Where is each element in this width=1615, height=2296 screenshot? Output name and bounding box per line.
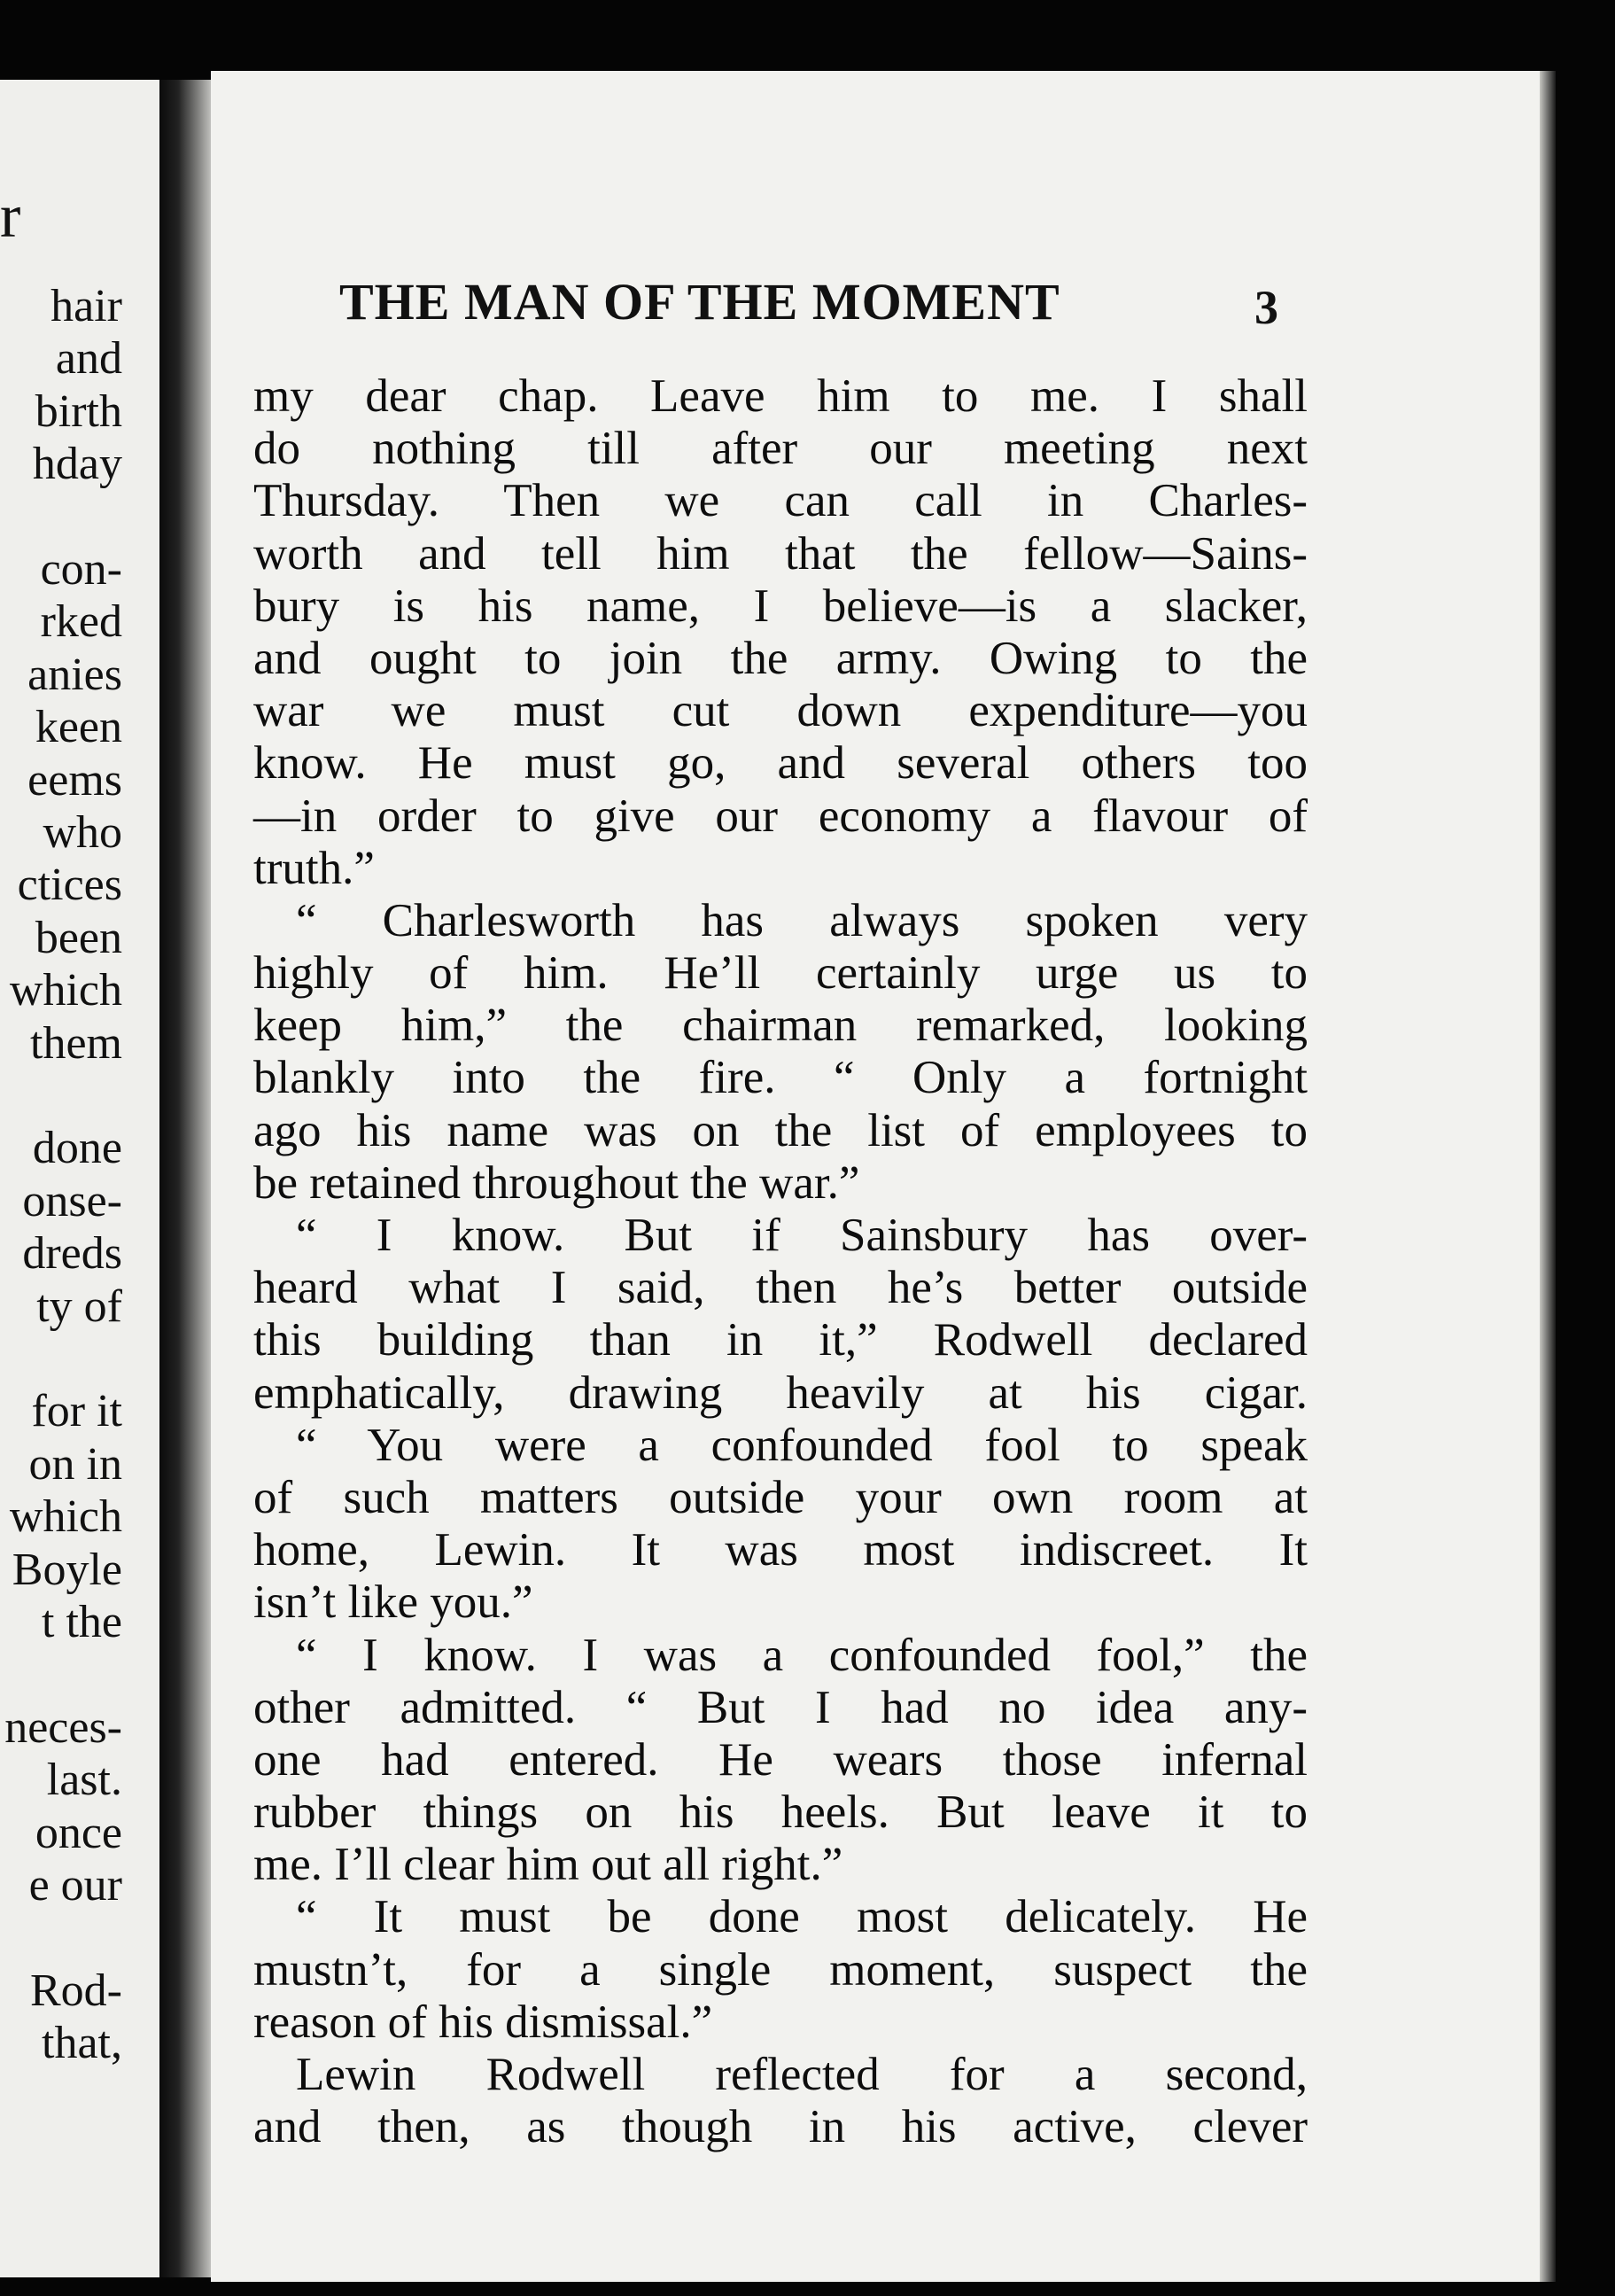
text-line: “ It must be done most delicately. He — [296, 1891, 1308, 1943]
text-line: isn’t like you.” — [253, 1576, 533, 1629]
text-line: “ You were a confounded fool to speak — [296, 1419, 1308, 1471]
previous-page-line: keen — [35, 702, 122, 753]
text-line: and ought to join the army. Owing to the — [253, 632, 1308, 684]
text-line: me. I’ll clear him out all right.” — [253, 1839, 843, 1891]
text-line: of such matters outside your own room at — [253, 1471, 1308, 1523]
text-line: and then, as though in his active, clever — [253, 2101, 1308, 2153]
previous-page-line: been — [35, 912, 122, 963]
page-edge-shadow — [1540, 71, 1556, 2282]
running-head-title: THE MAN OF THE MOMENT — [339, 273, 1060, 331]
previous-page-line: e our — [28, 1860, 122, 1911]
previous-page-line: that, — [42, 2018, 122, 2069]
previous-page-line: them — [30, 1017, 122, 1069]
previous-page-line: done — [32, 1123, 122, 1174]
text-line: my dear chap. Leave him to me. I shall — [253, 370, 1308, 422]
text-line: heard what I said, then he’s better outside — [253, 1262, 1308, 1314]
text-line: mustn’t, for a single moment, suspect the — [253, 1943, 1308, 1996]
previous-page-line: which — [9, 965, 122, 1016]
previous-page-line: and — [55, 333, 122, 385]
text-line: reason of his dismissal.” — [253, 1996, 713, 2048]
running-head — [211, 273, 1540, 339]
previous-page-line: on in — [28, 1438, 122, 1490]
text-line: —in order to give our economy a flavour of — [253, 790, 1308, 842]
text-line: do nothing till after our meeting next — [253, 423, 1308, 475]
previous-page-line: ctices — [17, 860, 122, 911]
previous-page-line: which — [9, 1491, 122, 1543]
previous-page-line: onse- — [22, 1175, 122, 1226]
text-line: keep him,” the chairman remarked, looking — [253, 1000, 1308, 1052]
previous-page-line: rked — [40, 596, 122, 648]
current-page — [211, 71, 1540, 2282]
previous-page-line: Rod- — [30, 1965, 122, 2016]
previous-page-line: dreds — [22, 1228, 122, 1280]
book-gutter-shadow — [159, 80, 213, 2277]
text-line: Thursday. Then we can call in Charles- — [253, 475, 1308, 527]
text-line: worth and tell him that the fellow—Sains- — [253, 527, 1308, 580]
text-line: this building than in it,” Rodwell declared — [253, 1314, 1308, 1366]
text-line: ago his name was on the list of employees to — [253, 1104, 1308, 1156]
text-line: home, Lewin. It was most indiscreet. It — [253, 1524, 1308, 1576]
previous-page-line: anies — [27, 649, 122, 700]
text-line: war we must cut down expenditure—you — [253, 685, 1308, 737]
previous-page-line: t the — [42, 1597, 122, 1647]
text-line: “ I know. I was a confounded fool,” the — [296, 1629, 1308, 1681]
previous-page-line: con- — [40, 544, 122, 595]
text-line: other admitted. “ But I had no idea any- — [253, 1681, 1308, 1733]
previous-page-fragment — [0, 80, 159, 2277]
previous-page-line: for it — [31, 1386, 122, 1437]
previous-page-line: eems — [27, 754, 122, 806]
text-line: Lewin Rodwell reflected for a second, — [296, 2049, 1308, 2100]
previous-page-line: last. — [46, 1755, 122, 1806]
text-line: emphatically, drawing heavily at his cigar. — [253, 1366, 1308, 1419]
text-line: be retained throughout the war.” — [253, 1156, 860, 1209]
text-line: know. He must go, and several others too — [253, 737, 1308, 790]
previous-page-line: once — [35, 1807, 122, 1858]
text-line: truth.” — [253, 842, 375, 894]
previous-page-line: neces- — [4, 1701, 122, 1753]
text-line: “ I know. But if Sainsbury has over- — [296, 1210, 1308, 1261]
body-text — [253, 370, 1308, 2153]
previous-page-top-glyph: r — [0, 183, 21, 251]
previous-page-line: who — [43, 807, 122, 858]
text-line: blankly into the fire. “ Only a fortnight — [253, 1052, 1308, 1104]
text-line: highly of him. He’ll certainly urge us to — [253, 947, 1308, 1000]
text-line: bury is his name, I believe—is a slacker, — [253, 580, 1308, 632]
page-number: 3 — [1254, 281, 1278, 334]
previous-page-line: Boyle — [12, 1544, 122, 1595]
previous-page-line: hday — [32, 439, 122, 490]
text-line: “ Charlesworth has always spoken very — [296, 894, 1308, 946]
previous-page-line: hair — [50, 281, 122, 331]
text-line: rubber things on his heels. But leave it to — [253, 1786, 1308, 1839]
previous-page-line: ty of — [36, 1280, 122, 1332]
text-line: one had entered. He wears those infernal — [253, 1733, 1308, 1786]
previous-page-line: birth — [35, 385, 122, 437]
